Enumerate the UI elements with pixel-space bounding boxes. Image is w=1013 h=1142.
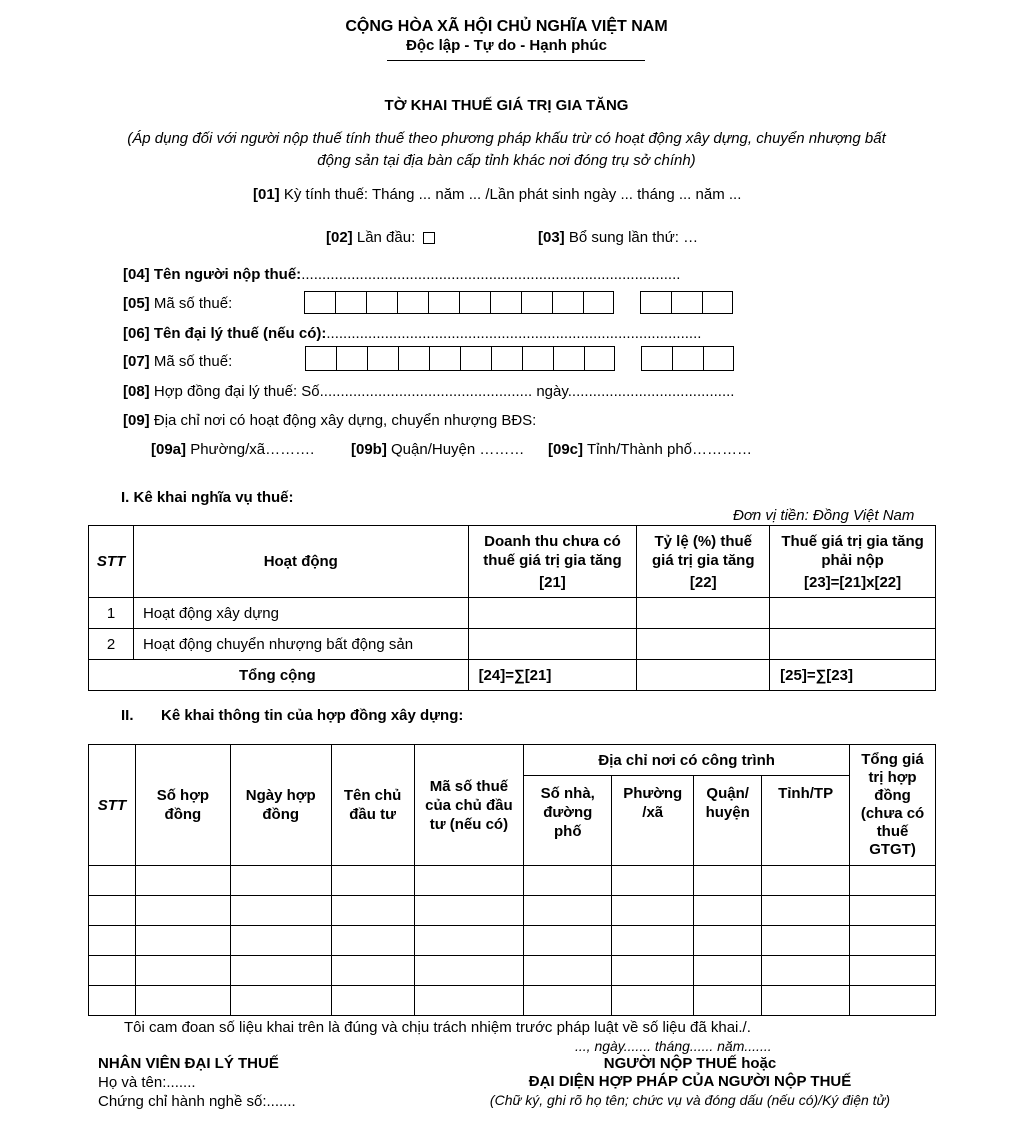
table-row <box>89 598 936 629</box>
cell[interactable] <box>524 956 612 986</box>
tax-id-suffix-boxes-05[interactable] <box>640 291 733 316</box>
field-02-code: [02] <box>326 229 353 246</box>
digit-box[interactable] <box>583 291 614 314</box>
field-09b-text: Quận/Huyện ……… <box>391 441 525 458</box>
table-row <box>89 866 936 896</box>
cell[interactable] <box>414 896 524 926</box>
digit-box[interactable] <box>672 346 703 371</box>
row-revenue-cell[interactable] <box>468 598 637 629</box>
field-01-text: Kỳ tính thuế: Tháng ... năm ... /Lần phát sinh ngày ... tháng ... năm ... <box>283 186 742 203</box>
field-04-dots: ........................................................................................... <box>301 266 681 283</box>
agent-name: Họ và tên:....... <box>98 1074 196 1091</box>
col-investor-tax: Mã số thuế của chủ đầu tư (nếu có) <box>414 745 524 866</box>
cell[interactable] <box>850 956 936 986</box>
digit-box[interactable] <box>490 291 521 314</box>
digit-box[interactable] <box>366 291 397 314</box>
table-row <box>89 629 936 660</box>
cell[interactable] <box>331 866 414 896</box>
row-activity: Hoạt động xây dựng <box>133 598 468 629</box>
cell[interactable] <box>414 926 524 956</box>
digit-box[interactable] <box>522 346 553 371</box>
table-row <box>89 926 936 956</box>
tax-obligation-table <box>88 525 936 691</box>
cell[interactable] <box>612 866 694 896</box>
field-02-text: Lần đầu: <box>356 229 416 246</box>
digit-box[interactable] <box>553 346 584 371</box>
field-09b[interactable] <box>351 441 524 458</box>
cell[interactable] <box>230 986 331 1016</box>
cell[interactable] <box>230 866 331 896</box>
field-06-dots: .......................................................................................... <box>326 325 702 342</box>
cell[interactable] <box>331 956 414 986</box>
row-revenue-cell[interactable] <box>468 629 637 660</box>
field-09a[interactable] <box>151 441 314 458</box>
cell[interactable] <box>850 926 936 956</box>
col-tax <box>770 526 936 598</box>
col-contract-no: Số hợp đồng <box>135 745 230 866</box>
digit-box[interactable] <box>460 346 491 371</box>
cell[interactable] <box>694 986 762 1016</box>
contracts-table <box>88 744 936 1016</box>
header-divider <box>387 60 645 61</box>
total-tax: [25]=∑[23] <box>770 660 936 691</box>
cell[interactable] <box>230 956 331 986</box>
col-tax-line2: phải nộp <box>821 551 884 569</box>
currency-unit: Đơn vị tiền: Đồng Việt Nam <box>733 507 915 524</box>
col-revenue-code: [21] <box>539 573 566 591</box>
cell[interactable] <box>331 926 414 956</box>
cell[interactable] <box>89 866 136 896</box>
table-header-row <box>89 526 936 598</box>
col-total-value: Tổng giá trị hợp đồng (chưa có thuế GTGT) <box>850 745 936 866</box>
digit-box[interactable] <box>335 291 366 314</box>
col-activity: Hoạt động <box>133 526 468 598</box>
cell[interactable] <box>331 986 414 1016</box>
digit-box[interactable] <box>397 291 428 314</box>
digit-box[interactable] <box>336 346 367 371</box>
field-01 <box>253 186 741 203</box>
digit-box[interactable] <box>459 291 490 314</box>
field-03-code: [03] <box>538 229 565 246</box>
cell[interactable] <box>230 896 331 926</box>
tax-id-boxes-07[interactable] <box>305 346 615 371</box>
motto: Độc lập - Tự do - Hạnh phúc <box>406 37 607 54</box>
cell[interactable] <box>762 956 850 986</box>
cell[interactable] <box>612 896 694 926</box>
col-stt: STT <box>89 526 134 598</box>
tax-id-suffix-boxes-07[interactable] <box>641 346 734 371</box>
field-09c[interactable] <box>548 441 752 458</box>
col-contract-date: Ngày hợp đồng <box>230 745 331 866</box>
digit-box[interactable] <box>304 291 335 314</box>
cell[interactable] <box>135 926 230 956</box>
total-label: Tổng cộng <box>89 660 469 691</box>
digit-box[interactable] <box>429 346 460 371</box>
field-07 <box>123 353 232 370</box>
col-rate <box>637 526 770 598</box>
row-activity: Hoạt động chuyển nhượng bất động sản <box>133 629 468 660</box>
col-ward: Phường /xã <box>612 776 694 866</box>
cell[interactable] <box>135 896 230 926</box>
digit-box[interactable] <box>584 346 615 371</box>
header-row-1 <box>89 745 936 776</box>
form-subtitle-line2: động sản tại địa bàn cấp tỉnh khác nơi đóng trụ sở chính) <box>317 152 696 169</box>
field-08-code: [08] <box>123 383 150 400</box>
cell[interactable] <box>612 956 694 986</box>
table-row <box>89 956 936 986</box>
col-revenue <box>468 526 637 598</box>
cell[interactable] <box>135 986 230 1016</box>
row-rate-cell[interactable] <box>637 598 770 629</box>
col-tax-line1: Thuế giá trị gia tăng <box>781 532 924 550</box>
field-08[interactable] <box>123 383 734 400</box>
digit-box[interactable] <box>398 346 429 371</box>
cell[interactable] <box>414 866 524 896</box>
field-09a-text: Phường/xã………. <box>190 441 315 458</box>
field-06-label: [06] Tên đại lý thuế (nếu có): <box>123 325 327 342</box>
cell[interactable] <box>89 896 136 926</box>
cell[interactable] <box>694 866 762 896</box>
country-name: CỘNG HÒA XÃ HỘI CHỦ NGHĨA VIỆT NAM <box>345 18 668 35</box>
field-02 <box>326 229 435 246</box>
field-08-text: Hợp đồng đại lý thuế: Số................................................... ngày........................................ <box>153 383 735 400</box>
field-09 <box>123 412 536 429</box>
cell[interactable] <box>414 986 524 1016</box>
digit-box[interactable] <box>641 346 672 371</box>
agent-title: NHÂN VIÊN ĐẠI LÝ THUẾ <box>98 1055 279 1072</box>
field-09c-code: [09c] <box>548 441 584 458</box>
digit-box[interactable] <box>521 291 552 314</box>
cell[interactable] <box>762 986 850 1016</box>
cell[interactable] <box>524 896 612 926</box>
row-stt: 1 <box>89 598 134 629</box>
field-09-code: [09] <box>123 412 150 429</box>
field-01-code: [01] <box>253 186 280 203</box>
form-title: TỜ KHAI THUẾ GIÁ TRỊ GIA TĂNG <box>384 97 629 114</box>
field-09-text: Địa chỉ nơi có hoạt động xây dựng, chuyển nhượng BĐS: <box>153 412 537 429</box>
cell[interactable] <box>524 926 612 956</box>
table-row <box>89 986 936 1016</box>
col-rate-line1: Tỷ lệ (%) thuế <box>654 532 753 550</box>
cell[interactable] <box>694 896 762 926</box>
col-province: Tỉnh/TP <box>762 776 850 866</box>
field-05 <box>123 295 232 312</box>
cell[interactable] <box>762 896 850 926</box>
digit-box[interactable] <box>491 346 522 371</box>
field-04[interactable] <box>123 266 680 283</box>
digit-box[interactable] <box>305 346 336 371</box>
cell[interactable] <box>612 926 694 956</box>
cell[interactable] <box>135 956 230 986</box>
total-revenue: [24]=∑[21] <box>468 660 637 691</box>
digit-box[interactable] <box>671 291 702 314</box>
col-rate-line2: giá trị gia tăng <box>652 551 755 569</box>
field-09c-text: Tỉnh/Thành phố………… <box>586 441 753 458</box>
col-rate-code: [22] <box>689 573 717 591</box>
col-district: Quận/ huyện <box>694 776 762 866</box>
col-address-group: Địa chỉ nơi có công trình <box>524 745 850 776</box>
field-07-text: Mã số thuế: <box>153 353 233 370</box>
cell[interactable] <box>850 986 936 1016</box>
col-revenue-line1: Doanh thu chưa có <box>484 532 621 550</box>
section2-title: Kê khai thông tin của hợp đồng xây dựng: <box>161 707 464 724</box>
col-street: Số nhà, đường phố <box>524 776 612 866</box>
field-05-code: [05] <box>123 295 150 312</box>
cell[interactable] <box>524 866 612 896</box>
row-tax-cell[interactable] <box>770 598 936 629</box>
cell[interactable] <box>89 956 136 986</box>
cell[interactable] <box>89 986 136 1016</box>
taxpayer-title-1: NGƯỜI NỘP THUẾ hoặc <box>603 1055 777 1072</box>
cell[interactable] <box>762 866 850 896</box>
first-time-checkbox[interactable] <box>423 232 435 244</box>
digit-box[interactable] <box>552 291 583 314</box>
digit-box[interactable] <box>428 291 459 314</box>
field-07-code: [07] <box>123 353 150 370</box>
cell[interactable] <box>694 956 762 986</box>
row-stt: 2 <box>89 629 134 660</box>
table-row <box>89 896 936 926</box>
taxpayer-title-2: ĐẠI DIỆN HỢP PHÁP CỦA NGƯỜI NỘP THUẾ <box>528 1073 852 1090</box>
digit-box[interactable] <box>702 291 733 314</box>
digit-box[interactable] <box>367 346 398 371</box>
field-03 <box>538 229 698 246</box>
col-tax-code: [23]=[21]x[22] <box>804 573 902 591</box>
tax-id-boxes-05[interactable] <box>304 291 614 316</box>
cell[interactable] <box>850 896 936 926</box>
agent-cert: Chứng chỉ hành nghề số:....... <box>98 1093 296 1110</box>
row-tax-cell[interactable] <box>770 629 936 660</box>
cell[interactable] <box>331 896 414 926</box>
total-row <box>89 660 936 691</box>
cell[interactable] <box>762 926 850 956</box>
field-03-text: Bổ sung lần thứ: … <box>568 229 699 246</box>
digit-box[interactable] <box>703 346 734 371</box>
cell[interactable] <box>694 926 762 956</box>
cell[interactable] <box>524 986 612 1016</box>
commitment-text: Tôi cam đoan số liệu khai trên là đúng và chịu trách nhiệm trước pháp luật về số liệu đã khai./. <box>124 1019 751 1036</box>
cell[interactable] <box>89 926 136 956</box>
cell[interactable] <box>135 866 230 896</box>
field-05-text: Mã số thuế: <box>153 295 233 312</box>
cell[interactable] <box>850 866 936 896</box>
sign-date: ..., ngày....... tháng...... năm....... <box>575 1038 772 1054</box>
col-revenue-line2: thuế giá trị gia tăng <box>483 551 622 569</box>
col-stt: STT <box>89 745 136 866</box>
section1-title: I. Kê khai nghĩa vụ thuế: <box>121 489 294 506</box>
section2-number: II. <box>121 707 134 724</box>
cell[interactable] <box>612 986 694 1016</box>
field-09a-code: [09a] <box>151 441 187 458</box>
form-subtitle-line1: (Áp dụng đối với người nộp thuế tính thuế theo phương pháp khấu trừ có hoạt động xây dựng, chuyển nhượng bất <box>127 130 886 147</box>
field-09b-code: [09b] <box>351 441 387 458</box>
taxpayer-sign-note: (Chữ ký, ghi rõ họ tên; chức vụ và đóng dấu (nếu có)/Ký điện tử) <box>489 1092 891 1108</box>
row-rate-cell[interactable] <box>637 629 770 660</box>
field-06[interactable] <box>123 325 701 342</box>
cell[interactable] <box>230 926 331 956</box>
digit-box[interactable] <box>640 291 671 314</box>
field-04-label: [04] Tên người nộp thuế: <box>123 266 302 283</box>
total-rate-cell <box>637 660 770 691</box>
col-investor: Tên chủ đầu tư <box>331 745 414 866</box>
cell[interactable] <box>414 956 524 986</box>
